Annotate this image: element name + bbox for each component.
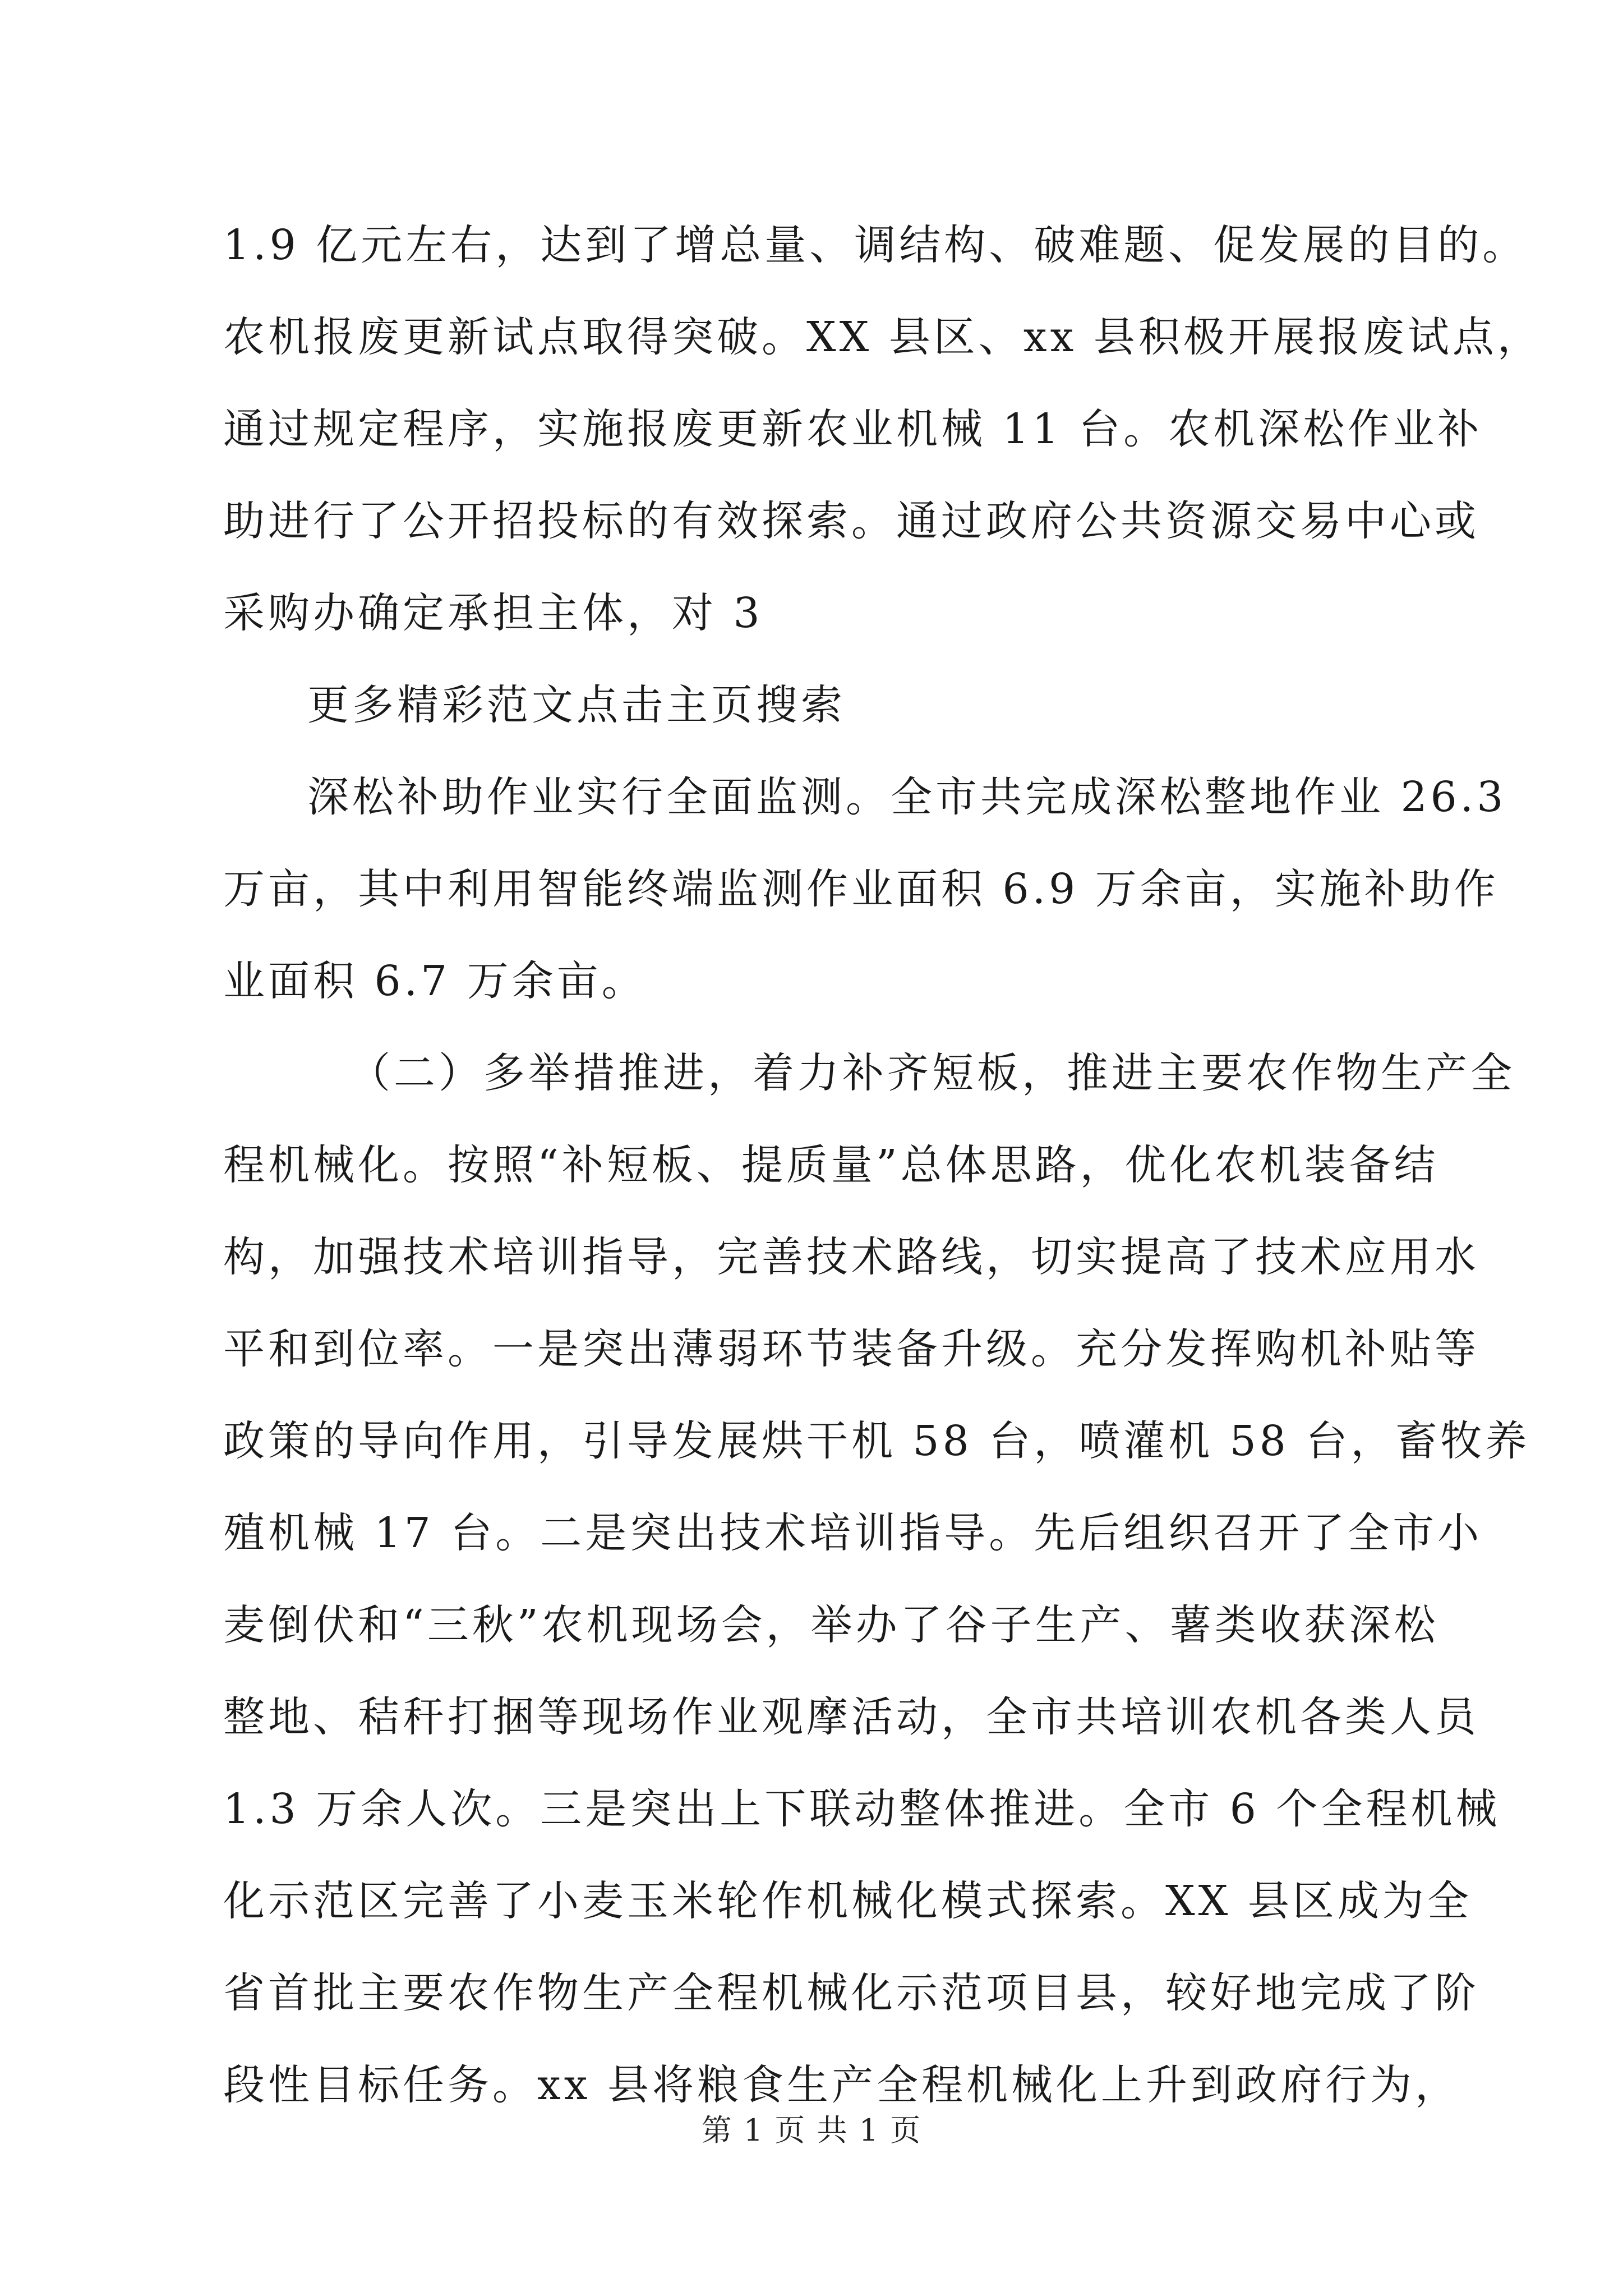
text-line: 段性目标任务。xx 县将粮食生产全程机械化上升到政府行为，: [223, 2061, 1460, 2109]
text-line: 通过规定程序，实施报废更新农业机械 11 台。农机深松作业补: [223, 405, 1483, 453]
page-footer: 第 1 页 共 1 页: [701, 2113, 922, 2148]
text-line: 程机械化。按照“补短板、提质量”总体思路，优化农机装备结: [223, 1141, 1439, 1189]
text-line: 构，加强技术培训指导，完善技术路线，切实提高了技术应用水: [223, 1233, 1479, 1281]
text-line: 农机报废更新试点取得突破。XX 县区、xx 县积极开展报废试点，: [223, 313, 1542, 361]
text-line: 深松补助作业实行全面监测。全市共完成深松整地作业 26.3: [307, 773, 1507, 821]
text-line: 业面积 6.7 万余亩。: [223, 957, 647, 1005]
text-line: 万亩，其中利用智能终端监测作业面积 6.9 万余亩，实施补助作: [223, 865, 1499, 913]
document-body: [223, 199, 1542, 2131]
text-line: 化示范区完善了小麦玉米轮作机械化模式探索。XX 县区成为全: [223, 1877, 1472, 1925]
text-line: 政策的导向作用，引导发展烘干机 58 台，喷灌机 58 台，畜牧养: [223, 1417, 1530, 1465]
text-line: 省首批主要农作物生产全程机械化示范项目县，较好地完成了阶: [223, 1969, 1479, 2017]
text-line: （二）多举措推进，着力补齐短板，推进主要农作物生产全: [349, 1049, 1515, 1097]
text-line: 麦倒伏和“三秋”农机现场会，举办了谷子生产、薯类收获深松: [223, 1601, 1439, 1649]
text-line: 助进行了公开招投标的有效探索。通过政府公共资源交易中心或: [223, 497, 1479, 545]
text-line: 平和到位率。一是突出薄弱环节装备升级。充分发挥购机补贴等: [223, 1325, 1479, 1373]
text-line: 更多精彩范文点击主页搜索: [307, 681, 846, 729]
text-line: 1.9 亿元左右，达到了增总量、调结构、破难题、促发展的目的。: [223, 221, 1528, 269]
text-line: 采购办确定承担主体，对 3: [223, 589, 763, 637]
text-line: 1.3 万余人次。三是突出上下联动整体推进。全市 6 个全程机械: [223, 1785, 1501, 1833]
text-line: 整地、秸秆打捆等现场作业观摩活动，全市共培训农机各类人员: [223, 1693, 1479, 1741]
text-line: 殖机械 17 台。二是突出技术培训指导。先后组织召开了全市小: [223, 1509, 1483, 1557]
